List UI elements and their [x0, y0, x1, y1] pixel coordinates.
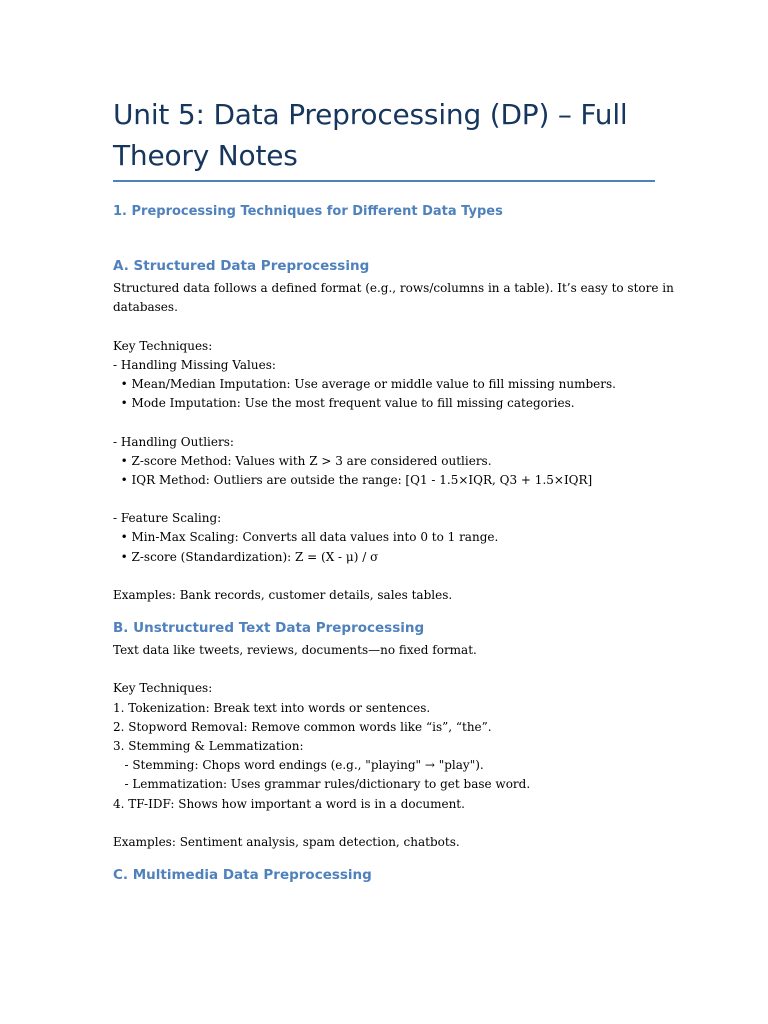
body-line: 2. Stopword Removal: Remove common words like “is”, “the”.: [113, 719, 492, 734]
body-line: • Mean/Median Imputation: Use average or middle value to fill missing numbers.: [113, 376, 616, 391]
body-line: 1. Tokenization: Break text into words or sentences.: [113, 700, 431, 715]
section-b-body: [113, 641, 673, 852]
body-line: • Mode Imputation: Use the most frequent value to fill missing categories.: [113, 396, 575, 411]
body-line: Key Techniques:: [113, 681, 213, 696]
body-line: • Z-score Method: Values with Z > 3 are considered outliers.: [113, 453, 492, 468]
body-line: [113, 413, 673, 432]
section-a-heading: A. Structured Data Preprocessing: [113, 258, 370, 274]
body-line: - Handling Missing Values:: [113, 357, 276, 372]
body-line: Examples: Sentiment analysis, spam detection, chatbots.: [113, 834, 460, 849]
body-line: - Lemmatization: Uses grammar rules/dictionary to get base word.: [113, 777, 531, 792]
body-line: [113, 814, 673, 833]
body-line: [113, 567, 673, 586]
body-line: [113, 317, 673, 336]
section-c-heading: C. Multimedia Data Preprocessing: [113, 867, 372, 883]
body-line: [113, 660, 673, 679]
body-line: Text data like tweets, reviews, documents—no fixed format.: [113, 643, 477, 657]
body-line: - Handling Outliers:: [113, 434, 234, 449]
body-line: Structured data follows a defined format (e.g., rows/columns in a table). It’s easy to store in: [113, 281, 674, 295]
body-line: 3. Stemming & Lemmatization:: [113, 738, 304, 753]
section-1-heading: 1. Preprocessing Techniques for Different Data Types: [113, 204, 503, 219]
section-a-body: [113, 279, 673, 605]
body-line: - Feature Scaling:: [113, 511, 222, 526]
body-line: - Stemming: Chops word endings (e.g., "playing" → "play").: [113, 758, 484, 773]
body-line: • Z-score (Standardization): Z = (X - μ) / σ: [113, 549, 379, 564]
body-line: • Min-Max Scaling: Converts all data values into 0 to 1 range.: [113, 530, 499, 545]
body-line: • IQR Method: Outliers are outside the range: [Q1 - 1.5×IQR, Q3 + 1.5×IQR]: [113, 472, 593, 487]
section-b-heading: B. Unstructured Text Data Preprocessing: [113, 620, 425, 636]
body-line: databases.: [113, 300, 178, 315]
body-line: [113, 490, 673, 509]
body-line: Key Techniques:: [113, 338, 213, 353]
body-line: Examples: Bank records, customer details, sales tables.: [113, 588, 453, 602]
document-title: Unit 5: Data Preprocessing (DP) – Full Theory Notes: [113, 98, 628, 172]
title-underline-divider: [113, 180, 655, 182]
body-line: 4. TF-IDF: Shows how important a word is in a document.: [113, 796, 465, 811]
